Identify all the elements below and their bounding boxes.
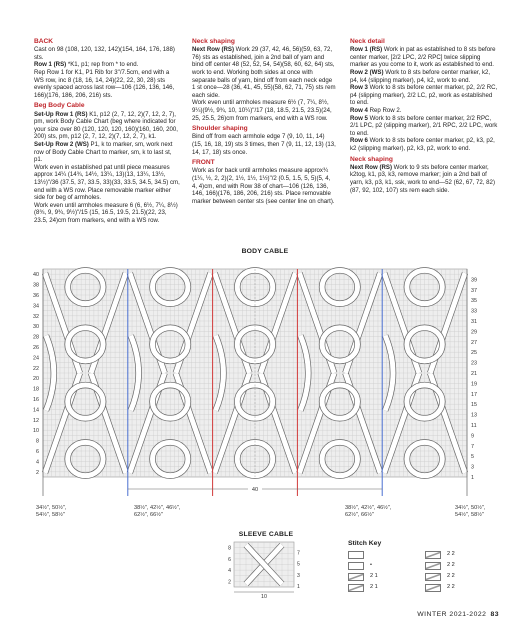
row-number-left: 30 bbox=[33, 324, 39, 331]
row-number-right: 27 bbox=[471, 339, 477, 346]
row-number-right: 1 bbox=[471, 475, 474, 481]
row-number-right: 29 bbox=[471, 329, 477, 336]
row-label: Next Row (RS) bbox=[192, 46, 234, 54]
section-heading: Neck detail bbox=[350, 38, 385, 45]
row-number-right: 33 bbox=[471, 308, 477, 315]
page-footer bbox=[417, 611, 499, 618]
row-number-right: 37 bbox=[471, 287, 477, 294]
stitch-symbol-icon bbox=[348, 573, 364, 581]
instruction-paragraph: Set-Up Row 2 (WS) P1, k to marker, sm, work next row of Body Cable Chart to marker, sm, k to last st, p1. bbox=[34, 140, 173, 164]
stitch-key-item bbox=[348, 550, 418, 558]
row-label: Row 6 bbox=[350, 137, 368, 145]
stitch-symbol-icon bbox=[425, 562, 441, 570]
row-number-left: 34 bbox=[33, 303, 39, 310]
size-label-line: 62½", 66½" bbox=[134, 511, 163, 518]
stitch-key-item bbox=[425, 550, 495, 558]
row-number-left: 2 bbox=[36, 469, 39, 476]
row-number-right: 9 bbox=[471, 433, 474, 440]
row-number-right: 21 bbox=[471, 371, 477, 377]
stitch-key-label: 2 2 bbox=[447, 562, 455, 568]
stitch-count-label: 40 bbox=[251, 487, 259, 493]
row-number-right: 19 bbox=[471, 381, 477, 388]
instruction-paragraph: Row 6 Work to 8 sts before center marker, p2, k3, p2, k2 (slipping marker), p2, k3, p2, work to end. bbox=[350, 137, 495, 152]
text-column-3 bbox=[350, 38, 498, 194]
row-label: Set-Up Row 2 (WS) bbox=[34, 140, 89, 148]
stitch-key-title: Stitch Key bbox=[348, 540, 382, 547]
section-heading: Beg Body Cable bbox=[34, 102, 85, 110]
stitch-symbol-icon bbox=[425, 584, 441, 592]
stitch-key-label: 2 2 bbox=[447, 551, 455, 557]
row-number-right: 39 bbox=[471, 277, 477, 284]
row-number-right: 17 bbox=[471, 391, 477, 398]
sleeve-row-number-left: 4 bbox=[228, 568, 231, 575]
stitch-symbol-icon bbox=[348, 551, 364, 559]
row-label: Row 2 (WS) bbox=[350, 68, 384, 76]
row-number-left: 20 bbox=[33, 376, 39, 383]
row-number-left: 4 bbox=[36, 459, 39, 466]
body-cable-chart bbox=[28, 266, 502, 496]
sleeve-stitch-count: 10 bbox=[261, 594, 267, 598]
instruction-paragraph: Next Row (RS) Work 29 (37, 42, 46, 56)(59, 63, 72, 76) sts as established, join a 2nd ball of yarn and bind off center 48 (52, 52, 54, 54)(58, 60, 62, 64) sts, work to end. Working both sides at once with separate balls of yarn, bind off from each neck edge 1 st once—28 (36, 41, 45, 55)(58, 62, 71, 75) sts rem each side. bbox=[192, 46, 336, 99]
row-number-left: 12 bbox=[33, 417, 39, 424]
row-number-left: 14 bbox=[33, 407, 39, 414]
sleeve-row-number-left: 6 bbox=[228, 556, 231, 563]
instruction-paragraph: Work even until armholes measure 6 (6, 6½, 7¼, 8½)(8¾, 9, 9¾, 9½)"/15 (15, 16.5, 19.5, 21.5)(22, 23, 23.5, 24)cm from markers, end with a WS row. bbox=[34, 201, 178, 224]
size-label-line: 38½", 42½", 46½", bbox=[134, 505, 181, 511]
page-number: 83 bbox=[490, 611, 499, 618]
row-label: Row 3 bbox=[350, 84, 368, 92]
stitch-symbol-icon bbox=[348, 584, 364, 592]
row-number-left: 6 bbox=[36, 449, 39, 455]
sleeve-row-number-right: 3 bbox=[297, 572, 300, 579]
row-number-left: 26 bbox=[33, 345, 39, 351]
row-label: Set-Up Row 1 (RS) bbox=[34, 110, 88, 118]
text-column-2 bbox=[192, 38, 336, 205]
instruction-paragraph: Row 1 (RS) Work in pat as established to 8 sts before center marker, [2/2 LPC, 2/2 RPC] twice slipping marker as you come to it, work as established to end. bbox=[350, 46, 496, 69]
row-number-right: 11 bbox=[471, 423, 477, 429]
instruction-paragraph: Work as for back until armholes measure approx¾ (1¼, ½, 2, 2)(2, 1½, 1½, 1½)"/2 (0.5, 1.5, 5, 5)(5, 4, 4, 4)cm, end with Row 38 of chart—106 (126, 136, 146, 166)(176, 186, 206, 216) sts. Place removable marker between center sts (see center line on chart). bbox=[192, 167, 335, 205]
instruction-paragraph: Cast on 98 (108, 120, 132, 142)(154, 164, 176, 188) sts. bbox=[34, 46, 175, 61]
stitch-key-item bbox=[425, 561, 495, 569]
instruction-paragraph: Row 4 Rep Row 2. bbox=[350, 106, 402, 114]
row-number-right: 25 bbox=[471, 350, 477, 357]
instruction-paragraph: Rep Row 1 for K1, P1 Rib for 3"/7.5cm, end with a WS row, inc 8 (18, 16, 14, 24)(22, 22, 30, 28) sts evenly spaced across last row—106 (126, 136, 146, 166)(176, 186, 206, 216) sts. bbox=[34, 68, 175, 99]
row-label: Next Row (RS) bbox=[350, 163, 392, 171]
row-number-left: 22 bbox=[33, 365, 39, 372]
sleeve-row-number-right: 5 bbox=[297, 561, 300, 568]
stitch-key-item bbox=[425, 583, 495, 591]
size-label-line: 34½", 50½", bbox=[455, 505, 486, 511]
stitch-key-label: 2 1 bbox=[370, 573, 378, 579]
stitch-symbol-icon bbox=[425, 573, 441, 581]
size-label-line: 38½", 42½", 46½", bbox=[345, 505, 392, 511]
stitch-symbol-icon bbox=[425, 551, 441, 559]
text-column-1 bbox=[34, 38, 180, 224]
size-label-line: 62½", 66½" bbox=[345, 511, 374, 518]
size-label-line: 34½", 50½", bbox=[36, 505, 67, 511]
row-number-right: 23 bbox=[471, 360, 477, 367]
row-number-left: 40 bbox=[33, 272, 39, 279]
instruction-paragraph: Work even until armholes measure 6½ (7, 7¼, 8½, 9¼)(9½, 9¾, 10, 10¼)"/17 (18, 18.5, 21.5, 23.5)(24, 25, 25.5, 26)cm from markers, end with a WS row. bbox=[192, 99, 332, 122]
instruction-paragraph: Set-Up Row 1 (RS) K1, p12 (2, 7, 12, 2)(7, 12, 2, 7), pm, work Body Cable Chart (beg where indicated for your size over 80 (120, 120, 120, 160)(160, 160, 200, 200) sts, pm, p12 (2, 7, 12, 2)(7, 12, 2, 7), k1. bbox=[34, 110, 178, 141]
row-number-right: 3 bbox=[471, 464, 474, 471]
size-label-line: 54½", 58½" bbox=[455, 511, 484, 518]
size-label-line: 54½", 58½" bbox=[36, 511, 65, 518]
row-number-right: 7 bbox=[471, 443, 474, 450]
instruction-paragraph: Row 3 Work to 8 sts before center marker, p2, 2/2 RC, p4 (slipping marker), 2/2 LC, p2, work as established to end. bbox=[350, 84, 498, 107]
size-label-left-outer bbox=[36, 505, 66, 518]
row-number-right: 31 bbox=[471, 319, 477, 325]
row-number-left: 16 bbox=[33, 397, 39, 403]
stitch-symbol-icon bbox=[348, 562, 364, 570]
stitch-key-item bbox=[425, 572, 495, 580]
sleeve-row-number-right: 7 bbox=[297, 550, 300, 557]
row-number-left: 18 bbox=[33, 386, 39, 393]
sleeve-row-number-left: 2 bbox=[228, 579, 231, 586]
stitch-key-label: 2 1 bbox=[370, 584, 378, 590]
row-number-right: 13 bbox=[471, 412, 477, 419]
row-number-left: 24 bbox=[33, 355, 39, 362]
size-label-right-outer bbox=[455, 505, 485, 518]
section-heading: Neck shaping bbox=[350, 155, 393, 163]
sleeve-cable-title: SLEEVE CABLE bbox=[238, 531, 294, 538]
sleeve-row-number-left: 8 bbox=[228, 545, 231, 552]
row-number-right: 15 bbox=[471, 402, 477, 409]
stitch-key-label: 2 2 bbox=[447, 584, 455, 590]
sleeve-cable-chart bbox=[224, 540, 308, 598]
row-number-left: 38 bbox=[33, 282, 39, 289]
instruction-paragraph: Bind off from each armhole edge 7 (9, 10, 11, 14) (15, 16, 18, 19) sts 3 times, then 7 (9, 11, 12, 13) (13, 14, 17, 18) sts once. bbox=[192, 133, 336, 156]
row-number-left: 8 bbox=[36, 438, 39, 445]
row-number-right: 5 bbox=[471, 454, 474, 461]
stitch-key-label: 2 2 bbox=[447, 573, 455, 579]
stitch-key-item bbox=[348, 572, 418, 580]
size-label-left-middle bbox=[134, 505, 180, 518]
stitch-key-item bbox=[348, 583, 418, 591]
row-label: Row 5 bbox=[350, 114, 368, 122]
issue-label: WINTER 2021-2022 bbox=[417, 611, 487, 618]
instruction-paragraph: Row 2 (WS) Work to 8 sts before center marker, k2, p4, k4 (slipping marker), p4, k2, work to end. bbox=[350, 68, 491, 84]
instruction-paragraph: Work even in established pat until piece measures approx 14¼ (14¾, 14½, 13¼, 13)(13, 13¼, 13½, 13½)"/36 (37.5, 37, 33.5, 33)(33, 33.5, 34.5, 34.5) cm, end with a WS row. Place removable marker either side for beg of armholes. bbox=[34, 163, 180, 202]
row-number-left: 10 bbox=[33, 428, 39, 435]
section-heading: Neck shaping bbox=[192, 38, 235, 45]
sleeve-row-number-right: 1 bbox=[297, 584, 300, 590]
row-label: Row 1 (RS) bbox=[350, 46, 383, 54]
instruction-paragraph: Next Row (RS) Work to 9 sts before center marker, k2tog, k1, p3, k3, remove marker; join a 2nd ball of yarn, k3, p3, k1, ssk, work to end—52 (62, 67, 72, 82)(87, 92, 102, 107) sts rem each side. bbox=[350, 163, 495, 194]
row-label: Row 4 bbox=[350, 106, 368, 114]
instruction-paragraph: Row 1 (RS) *K1, p1; rep from * to end. bbox=[34, 61, 139, 69]
row-number-left: 36 bbox=[33, 293, 39, 299]
stitch-key-label: • bbox=[370, 562, 372, 568]
row-number-left: 32 bbox=[33, 313, 39, 320]
size-label-right-middle bbox=[345, 505, 391, 518]
row-number-right: 35 bbox=[471, 298, 477, 305]
instruction-paragraph: Row 5 Work to 8 sts before center marker, 2/2 RPC, 2/1 LPC, p2 (slipping marker), 2/1 RPC, 2/2 LPC, work to end. bbox=[350, 114, 498, 137]
section-heading: FRONT bbox=[192, 159, 215, 167]
row-label: Row 1 (RS) bbox=[34, 61, 67, 69]
stitch-key-item bbox=[348, 561, 418, 569]
section-heading: BACK bbox=[34, 38, 54, 45]
section-heading: Shoulder shaping bbox=[192, 125, 248, 133]
body-cable-title: BODY CABLE bbox=[241, 248, 289, 255]
row-number-left: 28 bbox=[33, 334, 39, 341]
